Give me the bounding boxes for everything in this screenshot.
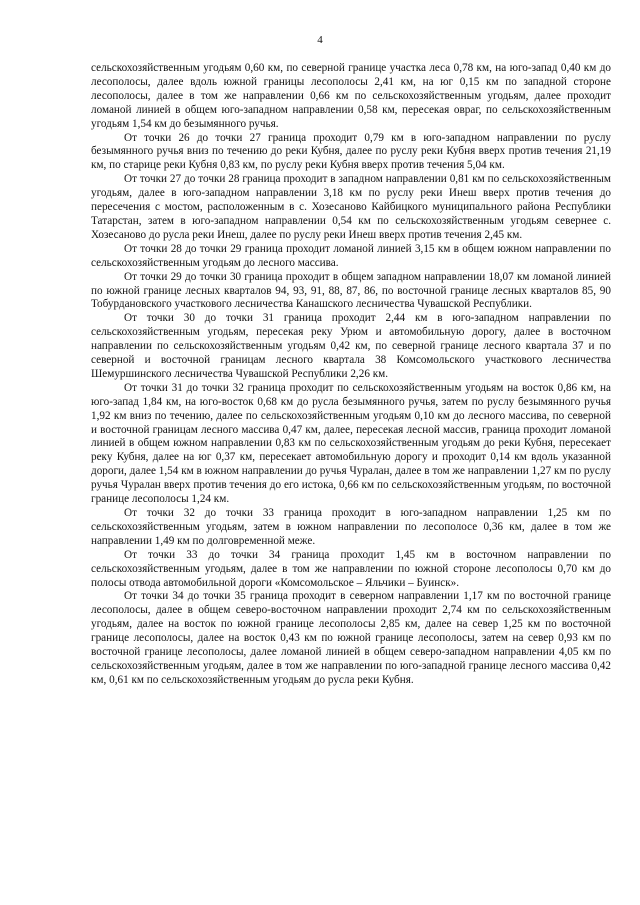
- paragraph-point-26-27: От точки 26 до точки 27 граница проходит 0,79 км в юго-западном направлении по руслу безымянного ручья вниз по течению до реки Кубня, далее по руслу реки Кубня вверх против течения 21,19 км, по старице реки Кубня 0,83 км, по руслу реки Кубня вверх против течения 5,04 км.: [91, 131, 611, 172]
- paragraph-point-27-28: От точки 27 до точки 28 граница проходит в западном направлении 0,81 км по сельскохозяйственным угодьям, далее в юго-западном направлении 3,18 км по руслу реки Инеш вверх против течения до пересечения с мостом, расположенным в с. Хозесаново Кайбицкого муниципального района Республики Татарстан, затем в юго-западном направлении 0,54 км по сельскохозяйственным угодьям севернее с. Хозесаново до русла реки Инеш, далее по руслу реки Инеш вверх против течения 2,45 км.: [91, 173, 611, 241]
- paragraph-point-34-35: От точки 34 до точки 35 граница проходит в северном направлении 1,17 км по восточной границе лесополосы, далее в общем северо-восточном направлении проходит 2,74 км по сельскохозяйственным угодьям, далее на восток по южной границе лесополосы 2,85 км, далее на север 1,25 км по восточной границе лесополосы, далее на восток 0,43 км по южной границе лесополосы, затем на север 0,93 км по восточной границе лесополосы, далее ломаной линией в общем северо-западном направлении 4,05 км по сельскохозяйственным угодьям, далее в том же направлении по юго-западной границе лесного массива 0,42 км, 0,61 км по сельскохозяйственным угодьям до русла реки Кубня.: [91, 590, 611, 686]
- paragraph-point-29-30: От точки 29 до точки 30 граница проходит в общем западном направлении 18,07 км ломаной линией по южной границе лесных кварталов 94, 93, 91, 88, 87, 86, по восточной границе лесных кварталов 85, 90 Тобурдановского участкового лесничества Канашского лесничества Чувашской Республики.: [91, 270, 611, 311]
- paragraph-point-31-32: От точки 31 до точки 32 граница проходит по сельскохозяйственным угодьям на восток 0,86 км, на юго-запад 1,84 км, на юго-восток 0,68 км до русла безымянного ручья, затем по руслу безымянного ручья 1,92 км вниз по течению, далее по сельскохозяйственным угодьям 0,10 км до лесного массива, по северной и восточной границам лесного массива 0,47 км, далее, пересекая лесной массив, граница проходит ломаной линией в общем южном направлении 0,83 км по сельскохозяйственным угодьям до реки Кубня, пересекает реку Кубня, далее на юг 0,37 км, пересекает автомобильную дорогу и проходит 0,14 км вдоль указанной дороги, далее 1,54 км в южном направлении до ручья Чуралан, далее в том же направлении 1,27 км по руслу ручья Чуралан вверх против течения до его истока, 0,66 км по сельскохозяйственным угодьям, по восточной границе лесополосы 1,24 км.: [91, 381, 611, 506]
- paragraph-point-32-33: От точки 32 до точки 33 граница проходит в юго-западном направлении 1,25 км по сельскохозяйственным угодьям, затем в южном направлении по лесополосе 0,36 км, далее в том же направлении 1,49 км по долговременной меже.: [91, 507, 611, 547]
- paragraph-point-33-34: От точки 33 до точки 34 граница проходит 1,45 км в восточном направлении по сельскохозяйственным угодьям, далее в том же направлении по южной стороне лесополосы 0,70 км до полосы отвода автомобильной дороги «Комсомольское – Яльчики – Буинск».: [91, 548, 611, 589]
- paragraph-continued: сельскохозяйственным угодьям 0,60 км, по северной границе участка леса 0,78 км, на юго-запад 0,40 км до лесополосы, далее вдоль южной границы лесополосы 2,41 км, на юг 0,15 км по западной стороне лесополосы, далее в том же направлении 0,66 км по сельскохозяйственным угодьям, далее проходит ломаной линией в общем юго-западном направлении 0,58 км, пересекая овраг, по сельскохозяйственным угодьям 1,54 км до безымянного ручья.: [91, 62, 611, 130]
- paragraph-point-28-29: От точки 28 до точки 29 граница проходит ломаной линией 3,15 км в общем южном направлении по сельскохозяйственным угодьям до лесного массива.: [91, 242, 611, 269]
- paragraph-point-30-31: От точки 30 до точки 31 граница проходит 2,44 км в юго-западном направлении по сельскохозяйственным угодьям, пересекая реку Урюм и автомобильную дорогу, далее в восточном направлении по сельскохозяйственным угодьям 0,42 км, по северной границе лесного квартала 37 и по северной и восточной границам лесного квартала 38 Комсомольского участкового лесничества Шемуршинского лесничества Чувашской Республики 2,26 км.: [91, 312, 611, 380]
- page-number: 4: [317, 34, 323, 46]
- document-body: [91, 62, 611, 688]
